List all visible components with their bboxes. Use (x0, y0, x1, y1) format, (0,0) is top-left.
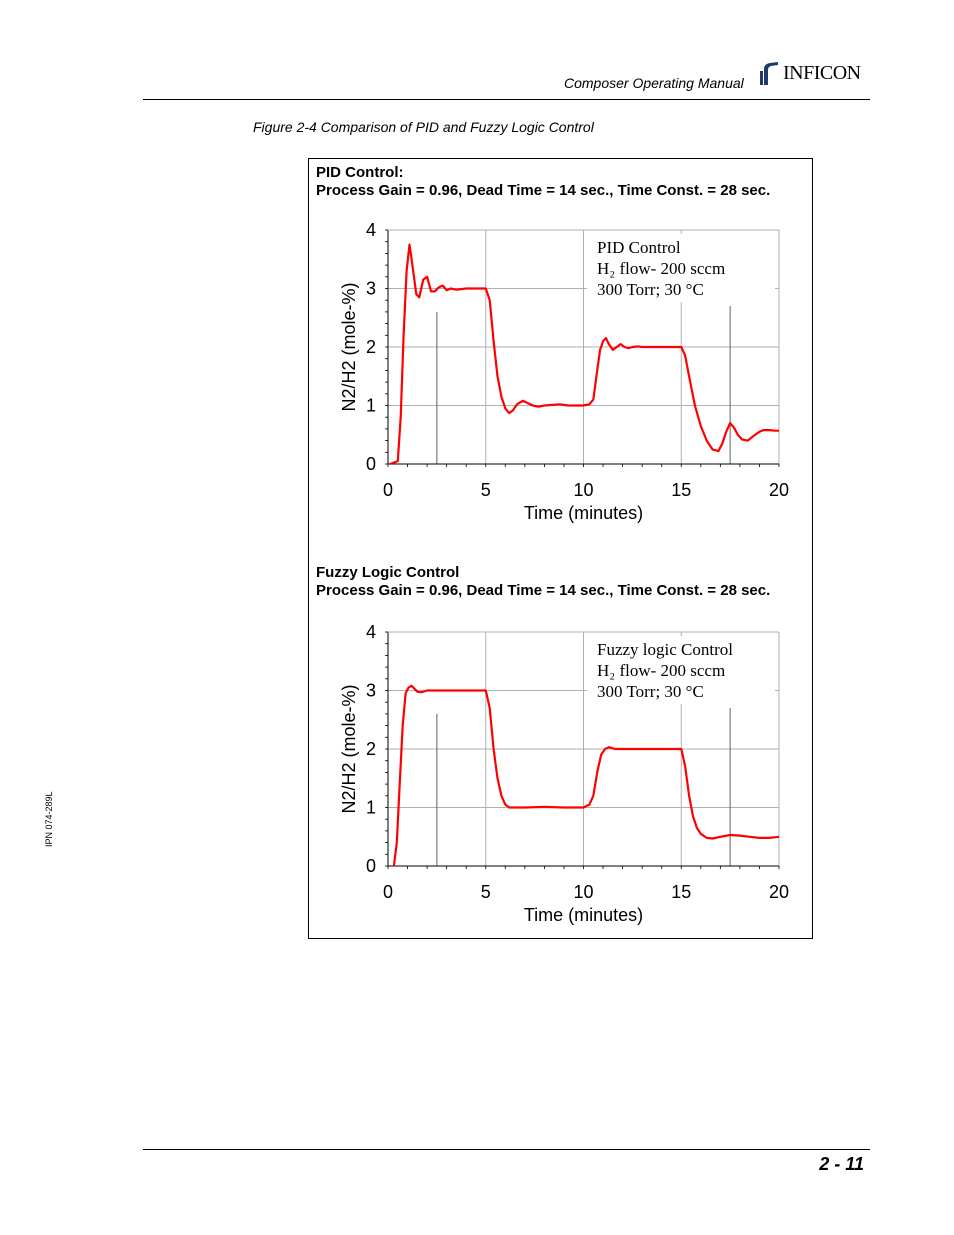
page-number: 2 - 11 (819, 1154, 864, 1174)
inficon-logo-icon (758, 61, 782, 87)
annotation-line: PID Control (597, 238, 681, 257)
y-tick-label: 2 (365, 337, 376, 357)
y-tick-label: 0 (365, 856, 376, 876)
y-tick-label: 3 (365, 680, 376, 701)
x-tick-label: 20 (768, 480, 790, 500)
chart-1-heading: PID Control: (316, 164, 404, 181)
inficon-logo (758, 60, 872, 88)
y-tick-label: 0 (365, 454, 376, 474)
chart-2-heading-block (316, 564, 770, 600)
y-axis-label: N2/H2 (mole-%) (339, 684, 359, 814)
x-tick-label: 5 (480, 480, 491, 500)
logo-text: INFICON (783, 62, 861, 84)
y-tick-label: 1 (365, 395, 376, 416)
x-tick-label: 15 (671, 882, 692, 902)
annotation-line: Fuzzy logic Control (597, 640, 733, 659)
x-tick-label: 20 (768, 882, 790, 902)
x-tick-label: 10 (573, 882, 594, 902)
pid-control-chart (309, 212, 812, 532)
y-tick-label: 2 (365, 739, 376, 759)
x-tick-label: 10 (573, 480, 594, 500)
chart-2-subheading: Process Gain = 0.96, Dead Time = 14 sec., Time Const. = 28 sec. (316, 582, 771, 599)
y-tick-label: 3 (365, 278, 376, 299)
x-tick-label: 15 (671, 480, 692, 500)
footer-rule (143, 1149, 870, 1150)
x-tick-label: 5 (480, 882, 491, 902)
chart-2-heading: Fuzzy Logic Control (316, 564, 460, 581)
figure-caption: Figure 2-4 Comparison of PID and Fuzzy Logic Control (253, 119, 594, 135)
annotation-line: H₂ flow- 200 sccm (597, 661, 726, 680)
manual-title: Composer Operating Manual (564, 75, 744, 91)
y-axis-label: N2/H2 (mole-%) (339, 282, 359, 412)
annotation-line: 300 Torr; 30 °C (597, 280, 704, 299)
x-tick-label: 0 (382, 882, 394, 902)
header-rule (143, 99, 870, 100)
annotation-line: H₂ flow- 200 sccm (597, 259, 726, 278)
side-part-number: IPN 074-289L (44, 791, 54, 847)
chart-1-subheading: Process Gain = 0.96, Dead Time = 14 sec., Time Const. = 28 sec. (316, 182, 771, 199)
fuzzy-logic-chart (309, 614, 812, 934)
y-tick-label: 1 (365, 797, 376, 818)
x-axis-label: Time (minutes) (523, 905, 644, 925)
series-line (394, 686, 779, 866)
chart-1-heading-block (316, 164, 770, 200)
x-axis-label: Time (minutes) (523, 503, 644, 523)
annotation-line: 300 Torr; 30 °C (597, 682, 704, 701)
y-tick-label: 4 (365, 220, 376, 240)
x-tick-label: 0 (382, 480, 394, 500)
y-tick-label: 4 (365, 622, 376, 642)
